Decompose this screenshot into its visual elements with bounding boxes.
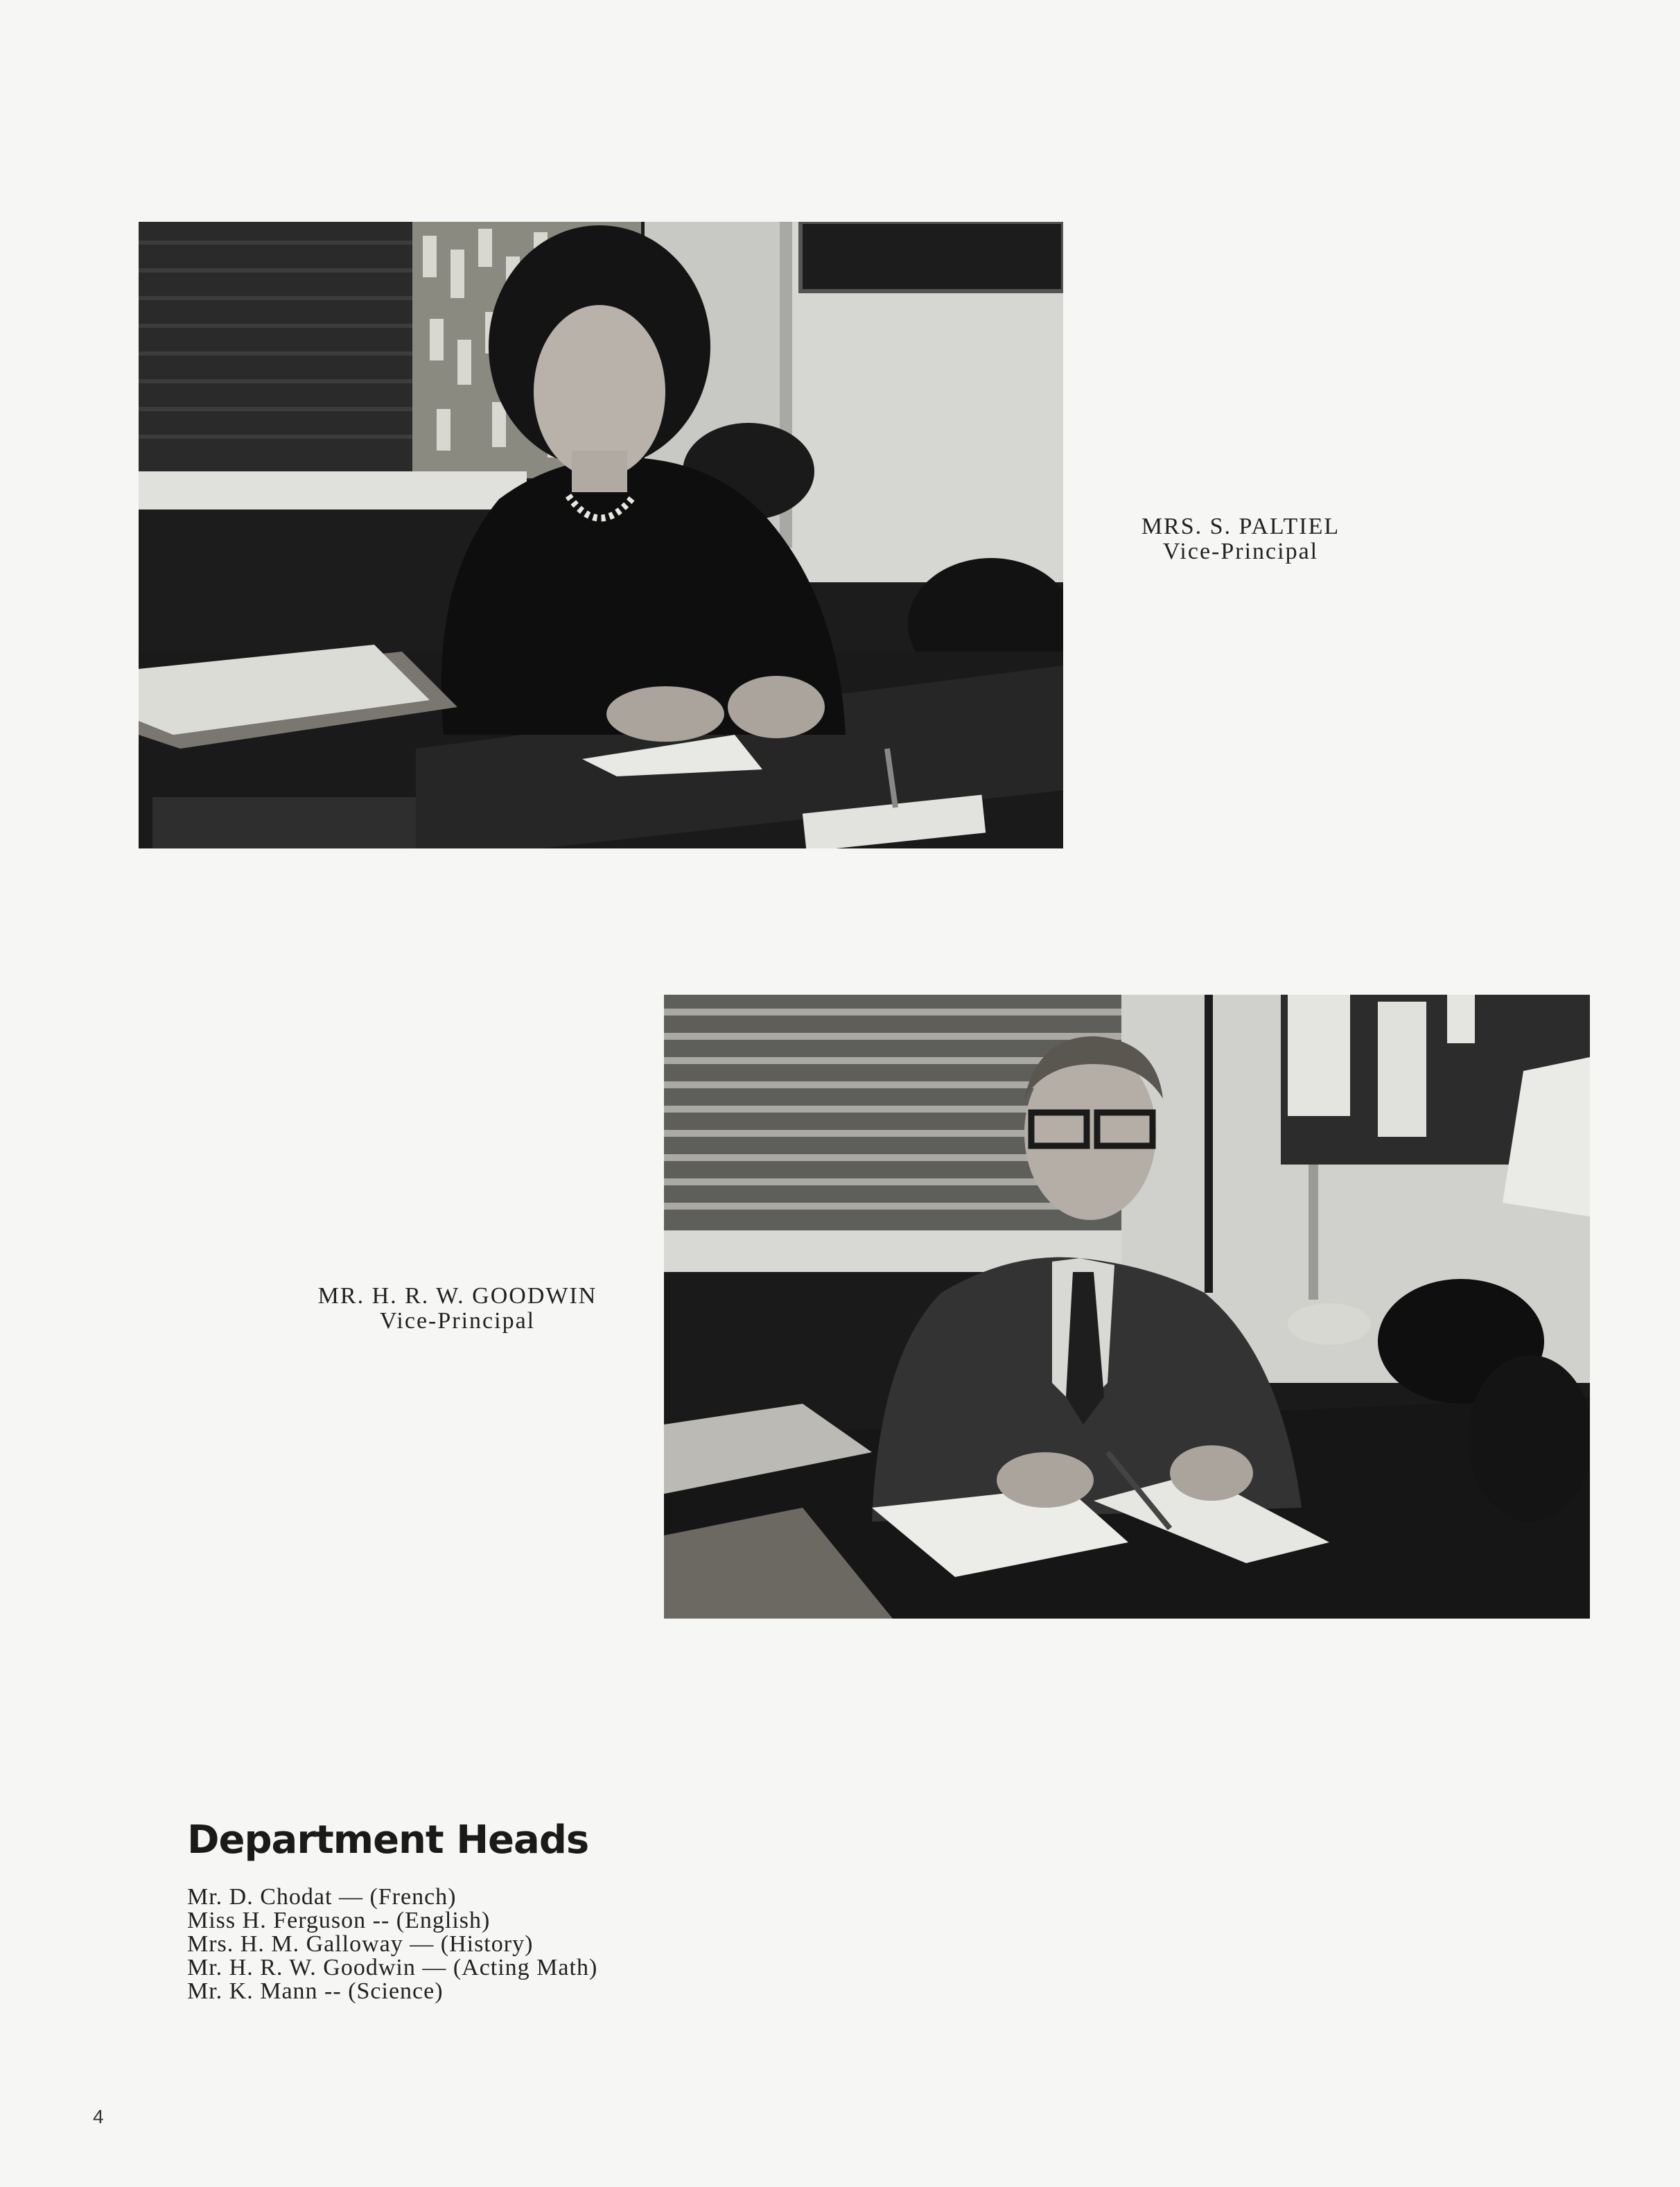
- caption-goodwin-title: Vice-Principal: [379, 1308, 536, 1334]
- photo-paltiel: [139, 222, 1063, 848]
- photo-goodwin: [664, 995, 1590, 1619]
- department-heads-list: [187, 1885, 597, 2003]
- page-number: 4: [93, 2106, 104, 2127]
- caption-goodwin-name: MR. H. R. W. GOODWIN: [317, 1283, 597, 1309]
- list-item: Mrs. H. M. Galloway — (History): [187, 1931, 534, 1957]
- caption-paltiel-title: Vice-Principal: [1162, 539, 1319, 564]
- list-item: Mr. H. R. W. Goodwin — (Acting Math): [187, 1955, 598, 1980]
- caption-paltiel: [1109, 514, 1372, 564]
- list-item: Mr. D. Chodat — (French): [187, 1884, 457, 1910]
- caption-goodwin: [298, 1284, 617, 1334]
- list-item: Mr. K. Mann -- (Science): [187, 1978, 444, 2004]
- caption-paltiel-name: MRS. S. PALTIEL: [1141, 514, 1340, 539]
- list-item: Miss H. Ferguson -- (English): [187, 1908, 491, 1933]
- department-heads-title: Department Heads: [187, 1818, 589, 1863]
